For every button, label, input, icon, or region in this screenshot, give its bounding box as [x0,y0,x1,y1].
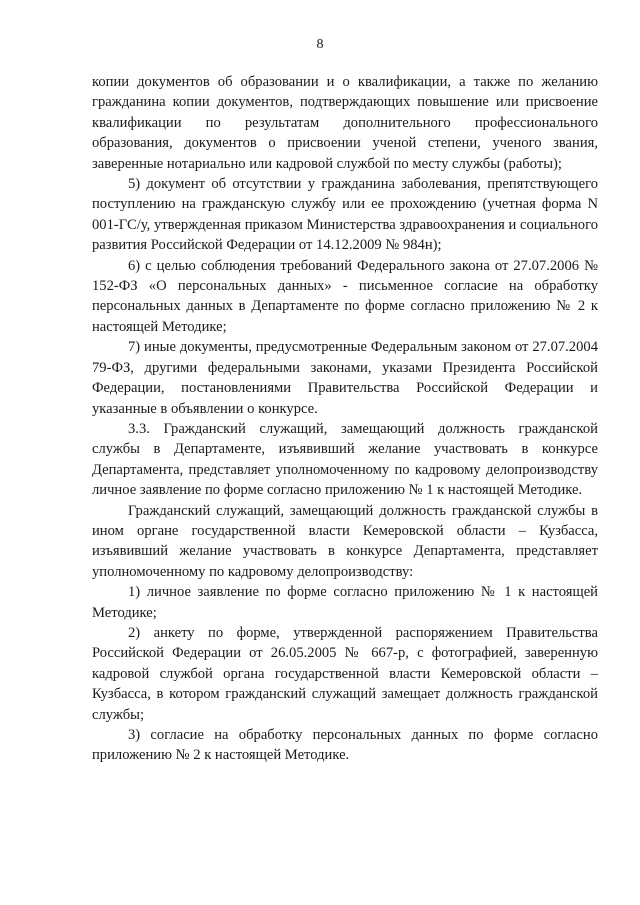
paragraph-education-documents: копии документов об образовании и о квалификации, а также по желанию гражданина копии документов, подтверждающих повышение или присвоение квалификации по результатам дополнительного профессионального образования, документов о присвоении ученой степени, ученого звания, заверенные нотариально или кадровой службой по месту службы (работы); [92,74,598,172]
document-body [92,72,598,766]
paragraph-item-5-medical-document: 5) документ об отсутствии у гражданина заболевания, препятствующего поступлению на гражданскую службу или ее прохождению (учетная форма N 001-ГС/у, утвержденная приказом Министерства здравоохранения и социального развития Российской Федерации от 14.12.2009 № 984н); [92,176,598,254]
paragraph-item-6-personal-data-consent: 6) с целью соблюдения требований Федерального закона от 27.07.2006 № 152-ФЗ «О персональных данных» - письменное согласие на обработку персональных данных в Департаменте по форме согласно приложению № 2 к настоящей Методике; [92,257,598,335]
paragraph-civil-servant-other-body: Гражданский служащий, замещающий должность гражданской службы в ином органе государственной власти Кемеровской области – Кузбасса, изъявивший желание участвовать в конкурсе Департамента, представляет уполномоченному по кадровому делопроизводству: [92,502,598,580]
paragraph-3-3-civil-servant-department: 3.3. Гражданский служащий, замещающий должность гражданской службы в Департаменте, изъявивший желание участвовать в конкурсе Департамента, представляет уполномоченному по кадровому делопроизводству личное заявление по форме согласно приложению № 1 к настоящей Методике. [92,420,598,499]
paragraph-list-item-3-consent: 3) согласие на обработку персональных данных по форме согласно приложению № 2 к настоящей Методике. [92,727,598,764]
page-number: 8 [316,37,324,52]
paragraph-list-item-1-application: 1) личное заявление по форме согласно приложению № 1 к настоящей Методике; [92,584,598,621]
paragraph-item-7-other-documents: 7) иные документы, предусмотренные Федеральным законом от 27.07.2004 79-ФЗ, другими федеральными законами, указами Президента Российской Федерации, постановлениями Правительства Российской Федерации и указанные в объявлении о конкурсе. [92,339,598,417]
paragraph-list-item-2-questionnaire: 2) анкету по форме, утвержденной распоряжением Правительства Российской Федерации от 26.05.2005 № 667-р, с фотографией, заверенную кадровой службой органа государственной власти Кемеровской области – Кузбасса, в котором гражданский служащий замещает должность гражданской службы; [92,624,598,723]
